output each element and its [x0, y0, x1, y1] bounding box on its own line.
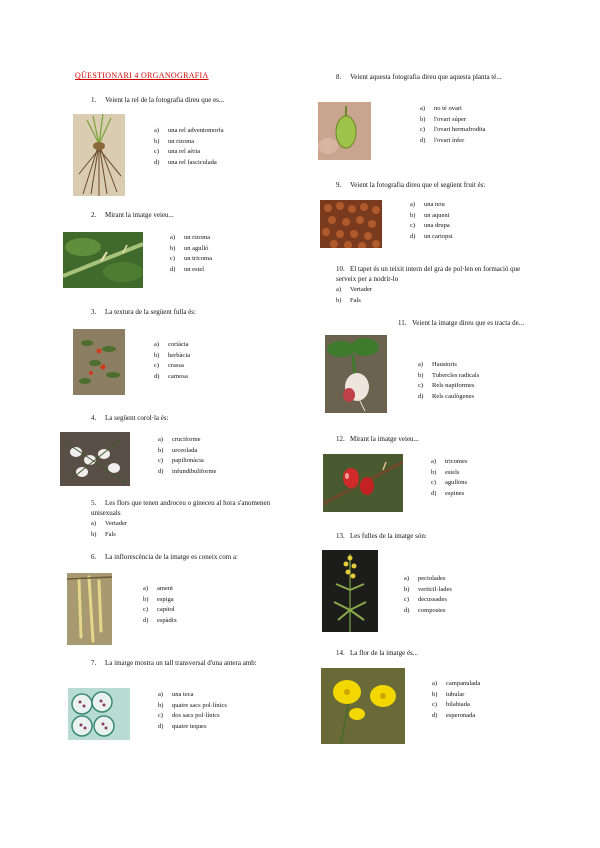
option-text: agullons: [445, 479, 468, 487]
question-5: [91, 498, 281, 518]
question-text: La següent corol·la és:: [105, 414, 169, 422]
option-text: herbàcia: [168, 351, 191, 359]
option-letter: d): [170, 265, 176, 273]
rosehip-photo: [323, 454, 403, 512]
question-number: 4.: [91, 414, 97, 422]
option-letter: b): [418, 371, 424, 379]
option-text: un estel: [184, 265, 205, 273]
anther-section-photo: [68, 688, 130, 740]
option-text: compostes: [418, 606, 446, 614]
question-text: Mirant la imatge veieu...: [105, 211, 174, 219]
option-text: Vertader: [350, 286, 373, 293]
option-letter: d): [154, 158, 160, 166]
radish-photo: [325, 335, 387, 413]
option-text: Tubercles radicals: [432, 371, 480, 379]
option[interactable]: [432, 679, 480, 690]
option-letter: c): [432, 701, 438, 709]
option-text: bilabiada: [446, 701, 470, 709]
option-text: un rizoma: [184, 234, 211, 241]
option-letter: d): [418, 392, 424, 400]
option[interactable]: [158, 722, 227, 733]
option-text: decussades: [418, 596, 447, 604]
option-text: quatre sacs pol·línics: [172, 701, 227, 709]
option-text: espines: [445, 489, 465, 497]
option[interactable]: [154, 158, 224, 169]
option-text: no té ovari: [434, 105, 462, 112]
options-6: [143, 584, 177, 626]
question-number: 3.: [91, 308, 97, 316]
option-letter: a): [420, 105, 426, 112]
option-text: Rels caulògenes: [432, 392, 475, 400]
option-text: Rels napiformes: [432, 382, 475, 390]
option[interactable]: [154, 351, 190, 362]
option[interactable]: [431, 489, 467, 500]
option-letter: b): [158, 446, 164, 454]
option-letter: a): [336, 286, 342, 293]
option[interactable]: [432, 711, 480, 722]
question-13: [336, 531, 536, 541]
question-text: Les flors que tenen androceu o gineceu al hora s'anomenen unisexuals: [91, 499, 271, 517]
option-text: campanulada: [446, 680, 481, 687]
question-text: Veient la fotografia direu que el següent fruit és:: [350, 181, 486, 189]
option-letter: a): [418, 361, 424, 368]
option[interactable]: [404, 574, 452, 585]
option-letter: c): [158, 457, 164, 465]
option-letter: a): [143, 585, 149, 592]
option[interactable]: [158, 456, 216, 467]
option[interactable]: [154, 137, 224, 148]
option-letter: a): [170, 234, 176, 241]
option-letter: c): [154, 362, 160, 370]
question-text: La textura de la següent fulla és:: [105, 308, 196, 316]
question-number: 6.: [91, 553, 97, 561]
question-number: 13.: [336, 532, 345, 540]
question-10: [336, 264, 528, 284]
option[interactable]: [91, 530, 127, 541]
question-3: [91, 307, 291, 317]
question-text: La inflorescència de la imatge es coneix com a:: [105, 553, 238, 561]
options-9: [410, 200, 453, 242]
option[interactable]: [158, 446, 216, 457]
option-text: urceolada: [172, 446, 198, 454]
options-4: [158, 435, 216, 477]
question-text: La flor de la imatge és...: [350, 649, 419, 657]
option-text: una nou: [424, 201, 445, 208]
options-5: [91, 519, 127, 540]
option-letter: d): [158, 722, 164, 730]
option-letter: c): [143, 606, 149, 614]
option-text: un tricoma: [184, 255, 212, 263]
option-letter: a): [404, 575, 410, 582]
question-text: La imatge mostra un tall transversal d'una antera amb:: [105, 659, 257, 667]
option-letter: c): [420, 126, 426, 134]
option[interactable]: [154, 126, 224, 137]
option[interactable]: [143, 616, 177, 627]
option[interactable]: [158, 701, 227, 712]
option-text: infundibuliforme: [172, 467, 217, 475]
option-letter: c): [410, 222, 416, 230]
question-text: Mirant la imatge veieu...: [350, 435, 419, 443]
options-3: [154, 340, 190, 382]
question-11: [398, 318, 528, 328]
option-letter: b): [432, 690, 438, 698]
question-1: [91, 95, 291, 105]
option[interactable]: [431, 468, 467, 479]
question-text: Veient la imatge direu que es tracta de...: [412, 319, 524, 327]
option-text: esperonada: [446, 711, 476, 719]
option-text: peciolades: [418, 575, 446, 582]
question-6: [91, 552, 291, 562]
option[interactable]: [420, 136, 486, 147]
option[interactable]: [154, 340, 190, 351]
options-10: [336, 285, 372, 306]
option-text: tubular: [446, 690, 465, 698]
question-number: 8.: [336, 73, 342, 81]
option-letter: a): [158, 691, 164, 698]
question-4: [91, 413, 291, 423]
option[interactable]: [158, 435, 216, 446]
option-letter: a): [154, 127, 160, 134]
flower-photo: [321, 668, 405, 744]
options-13: [404, 574, 452, 616]
leaf-photo: [73, 329, 125, 395]
option-letter: a): [432, 680, 438, 687]
options-7: [158, 690, 227, 732]
options-1: [154, 126, 224, 168]
option[interactable]: [410, 221, 453, 232]
option-text: l'ovari súper: [434, 115, 467, 123]
options-2: [170, 233, 212, 275]
option-letter: d): [420, 136, 426, 144]
option-letter: b): [158, 701, 164, 709]
option-letter: c): [170, 255, 176, 263]
question-12: [336, 434, 536, 444]
option-letter: d): [158, 467, 164, 475]
option-text: l'ovari ínfer: [434, 136, 465, 144]
question-text: Veient aquesta fotografia direu que aquesta planta té...: [350, 73, 502, 81]
option-text: verticil·lades: [418, 585, 452, 593]
option[interactable]: [420, 115, 486, 126]
question-number: 9.: [336, 181, 342, 189]
fruit-photo: [320, 200, 382, 248]
option-text: Vertader: [105, 520, 128, 527]
option[interactable]: [420, 125, 486, 136]
option-letter: a): [410, 201, 416, 208]
options-14: [432, 679, 480, 721]
option[interactable]: [410, 211, 453, 222]
option-letter: d): [154, 372, 160, 380]
option-letter: a): [431, 458, 437, 465]
page-title: QÜESTIONARI 4 ORGANOGRAFIA: [75, 71, 209, 80]
option-text: tricomes: [445, 458, 468, 465]
option-letter: c): [154, 148, 160, 156]
option-text: cruciforme: [172, 436, 201, 443]
option[interactable]: [404, 585, 452, 596]
whorled-leaves-photo: [322, 550, 378, 632]
question-8: [336, 72, 526, 82]
question-9: [336, 180, 536, 190]
option[interactable]: [154, 372, 190, 383]
option-text: una rel fasciculada: [168, 158, 217, 166]
option-letter: b): [170, 244, 176, 252]
option[interactable]: [154, 361, 190, 372]
question-number: 11.: [398, 319, 407, 327]
question-number: 10.: [336, 265, 345, 273]
option[interactable]: [336, 285, 372, 296]
option-text: una rel aèria: [168, 148, 201, 156]
option-letter: b): [154, 351, 160, 359]
option-text: papilionàcia: [172, 457, 204, 465]
option[interactable]: [158, 690, 227, 701]
question-7: [91, 658, 281, 668]
question-text: Les fulles de la imatge són:: [350, 532, 427, 540]
option-letter: c): [158, 712, 164, 720]
option-text: una teca: [172, 691, 194, 698]
option[interactable]: [158, 711, 227, 722]
options-12: [431, 457, 467, 499]
thorn-photo: [63, 232, 143, 288]
option-letter: d): [432, 711, 438, 719]
option-text: quatre teques: [172, 722, 207, 730]
option[interactable]: [431, 457, 467, 468]
question-text: El tapet és un teixit intern del gra de pol·len en formació que serveix per a nodrir-lo: [336, 265, 521, 283]
option[interactable]: [158, 467, 216, 478]
option-text: ament: [157, 585, 173, 592]
question-number: 5.: [91, 499, 97, 507]
option-letter: b): [404, 585, 410, 593]
option[interactable]: [143, 595, 177, 606]
option[interactable]: [336, 296, 372, 307]
option-text: un cariopsi: [424, 232, 453, 240]
option[interactable]: [418, 371, 479, 382]
option[interactable]: [154, 147, 224, 158]
option[interactable]: [432, 700, 480, 711]
option-letter: b): [91, 530, 97, 538]
option-text: carnosa: [168, 372, 188, 380]
option-letter: c): [404, 596, 410, 604]
option-text: un aqueni: [424, 211, 450, 219]
option-text: Haustoris: [432, 361, 457, 368]
option[interactable]: [418, 392, 479, 403]
question-number: 12.: [336, 435, 345, 443]
option-letter: b): [420, 115, 426, 123]
option-text: coriàcia: [168, 341, 189, 348]
option-text: capítol: [157, 606, 175, 614]
option-letter: d): [143, 616, 149, 624]
option[interactable]: [410, 232, 453, 243]
option[interactable]: [404, 606, 452, 617]
option[interactable]: [170, 233, 212, 244]
option[interactable]: [143, 584, 177, 595]
option-letter: b): [431, 468, 437, 476]
question-2: [91, 210, 291, 220]
option-text: espàdix: [157, 616, 177, 624]
option-text: una rel adventomorfa: [168, 127, 224, 134]
option[interactable]: [431, 478, 467, 489]
question-number: 14.: [336, 649, 345, 657]
option[interactable]: [170, 265, 212, 276]
option[interactable]: [170, 254, 212, 265]
option-text: un agulló: [184, 244, 209, 252]
question-number: 7.: [91, 659, 97, 667]
option[interactable]: [91, 519, 127, 530]
corolla-photo: [60, 432, 130, 486]
option[interactable]: [418, 360, 479, 371]
option-letter: b): [154, 137, 160, 145]
option-text: un rizoma: [168, 137, 195, 145]
roots-photo: [73, 114, 125, 196]
option-letter: c): [418, 382, 424, 390]
catkin-photo: [67, 573, 112, 645]
option[interactable]: [418, 381, 479, 392]
option[interactable]: [420, 104, 486, 115]
option-text: una drupa: [424, 222, 450, 230]
option-text: espiga: [157, 595, 174, 603]
options-11: [418, 360, 479, 402]
option-text: l'ovari hermafrodita: [434, 126, 486, 134]
option-letter: d): [404, 606, 410, 614]
question-number: 2.: [91, 211, 97, 219]
option-text: crassa: [168, 362, 184, 370]
option[interactable]: [170, 244, 212, 255]
option-letter: b): [143, 595, 149, 603]
option[interactable]: [432, 690, 480, 701]
option-letter: a): [154, 341, 160, 348]
option-letter: a): [158, 436, 164, 443]
options-8: [420, 104, 486, 146]
option-letter: b): [410, 211, 416, 219]
option[interactable]: [404, 595, 452, 606]
option-text: Fals: [350, 296, 361, 304]
option-text: estels: [445, 468, 460, 476]
option-letter: c): [431, 479, 437, 487]
option-letter: a): [91, 520, 97, 527]
option-letter: b): [336, 296, 342, 304]
option-letter: d): [431, 489, 437, 497]
question-14: [336, 648, 536, 658]
option-text: dos sacs pol·línics: [172, 712, 220, 720]
option-letter: d): [410, 232, 416, 240]
option[interactable]: [410, 200, 453, 211]
question-text: Veient la rel de la fotografia direu que es...: [105, 96, 225, 104]
option[interactable]: [143, 605, 177, 616]
question-number: 1.: [91, 96, 97, 104]
ovary-photo: [318, 102, 371, 160]
option-text: Fals: [105, 530, 116, 538]
